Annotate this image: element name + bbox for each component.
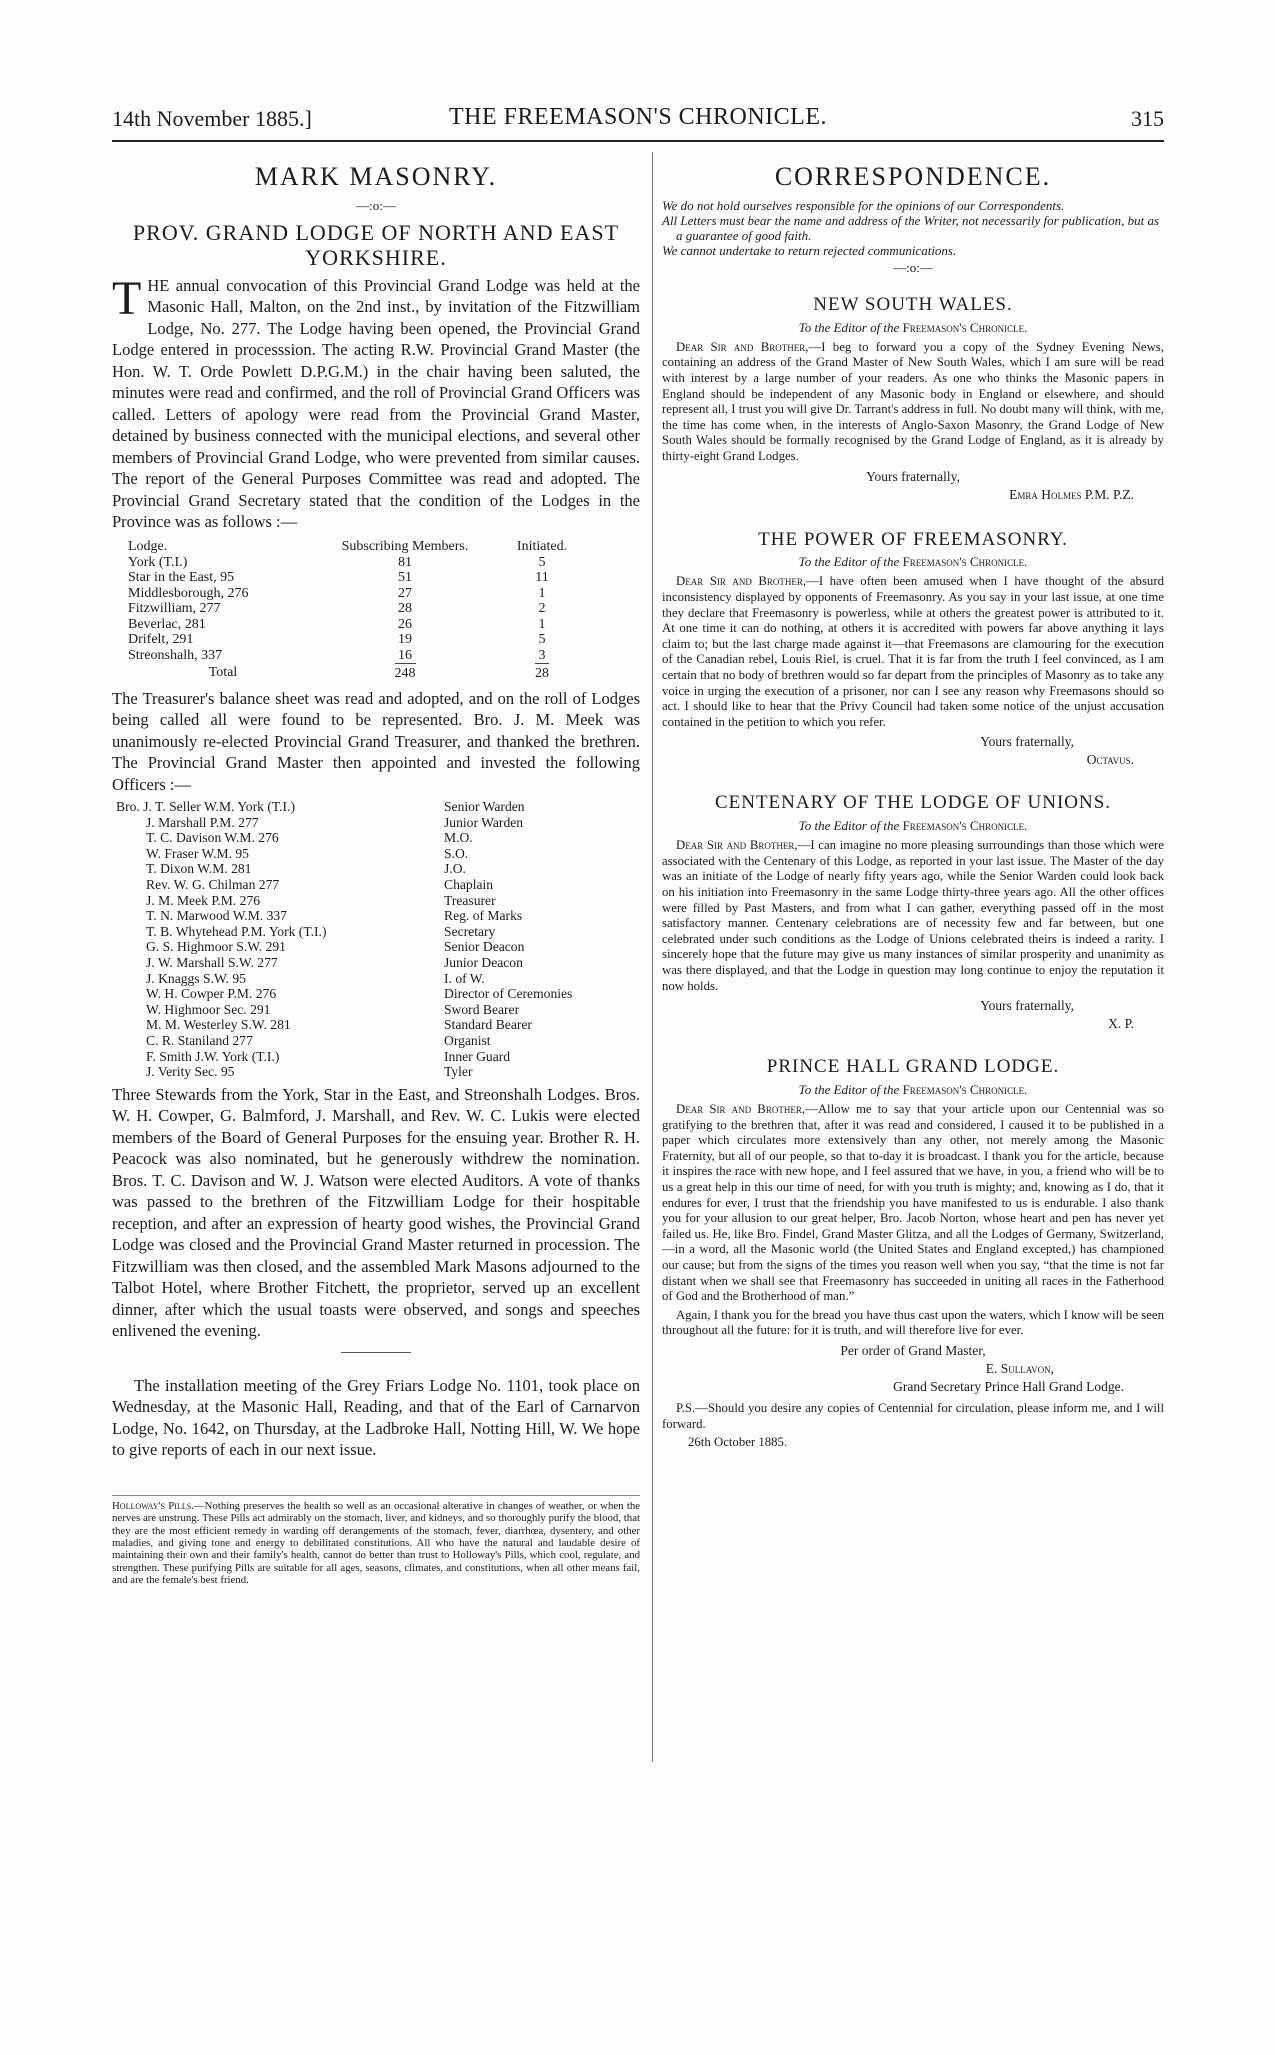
letter-addressee: To the Editor of the Freemason's Chronicle. (798, 554, 1028, 570)
newspaper-page (112, 96, 1164, 1587)
letter-signature: Emra Holmes P.M. P.Z. (1009, 486, 1134, 502)
officer-row: C. R. Staniland 277 Organist (146, 1033, 491, 1048)
officer-row: Rev. W. G. Chilman 277 Chaplain (146, 877, 494, 893)
stewards-paragraph: Three Stewards from the York, Star in the East, and Streonshalh Lodges. Bros. W. H. Cowper, G. Balmford, J. Marshall, and Rev. W. C. Lukis were elected members of the Board of General Purposes for the ensuing year. Brother R. H. Peacock was also nominated, but he generously withdrew the nomination. Bros. T. C. Davison and W. J. Watson were elected Auditors. A vote of thanks was passed to the brethren of the Fitzwilliam Lodge for their hospitable reception, and after an expression of hearty good wishes, the Provincial Grand Lodge was closed and the Provincial Grand Master returned in procession. The Fitzwilliam was then closed, and the assembled Mark Masons adjourned to the Talbot Hotel, where Brother Fitchett, the proprietor, served up an excellent dinner, after which the usual toasts were observed, and songs and speeches enlivened the evening. (112, 1084, 640, 1341)
officer-row: T. C. Davison W.M. 276 M.O. (146, 830, 473, 846)
editorial-note: We do not hold ourselves responsible for the opinions of our Correspondents. (662, 198, 1065, 213)
letter-title: THE POWER OF FREEMASONRY. (758, 528, 1068, 550)
letter-signature: Octavus. (1086, 752, 1134, 768)
officer-row: J. Verity Sec. 95 Tyler (146, 1064, 473, 1080)
column-divider (652, 152, 653, 1762)
letter-addressee: To the Editor of the Freemason's Chronicle. (798, 818, 1028, 834)
letter-closing: Yours fraternally, (980, 998, 1074, 1014)
signatory-title: Grand Secretary Prince Hall Grand Lodge. (893, 1378, 1124, 1394)
postscript: P.S.—Should you desire any copies of Centennial for circulation, please inform me, and I will forward. (662, 1400, 1164, 1431)
letter-body: Dear Sir and Brother,—I can imagine no more pleasing surroundings than those which were associated with the Centenary of this Lodge, as reported in your last issue. The Master of the day was an initiate of the Lodge of nearly fifty years ago, while the Senior Warden could look back on his initiation into Freemasonry in the same Lodge thirty-three years ago. All the other offices were filled by Past Masters, and from what I can gather, everything passed off in the most satisfactory manner. Centenary celebrations are of necessity few and far between, but one celebrated under such conditions as the Lodge of Unions celebrated theirs is indeed a rarity. I sincerely hope that the future may give us many instances of similar prosperity and unanimity as was there displayed, and that the Lodge in question may long continue to enjoy the reputation it now holds. (662, 838, 1164, 993)
letter-body-closing-paragraph: Again, I thank you for the bread you have thus cast upon the waters, which I know will be seen throughout all the future: for it is truth, and will therefore live for ever. (662, 1307, 1164, 1338)
letter-signature: E. Sullavon, (985, 1360, 1054, 1376)
page-header (112, 96, 1164, 136)
page-number: 315 (1131, 106, 1164, 131)
letter-closing: Yours fraternally, (866, 468, 960, 484)
officer-row: W. Highmoor Sec. 291 Sword Bearer (146, 1001, 520, 1017)
officer-row: J. Knaggs S.W. 95 I. of W. (146, 970, 485, 986)
letter-new-south-wales (662, 294, 1164, 503)
short-rule (341, 1352, 411, 1353)
officer-row: Bro. J. T. Seller W.M. York (T.I.) Senior Warden (116, 799, 525, 815)
letter-body: Dear Sir and Brother,—I beg to forward you a copy of the Sydney Evening News, containing an address of the Grand Master of New South Wales, which I am sure will be read with interest by a large number of your readers. As one who thinks the Masonic papers in England should be independent of any Masonic body in England or elsewhere, and should represent all, I trust you will give Dr. Tarrant's address in full. No doubt many will think, with me, the time has come when, in the interests of Anglo-Saxon Masonry, the Grand Lodge of New South Wales should be formally recognised by the Grand Lodge of England, as it is already by thirty-eight Grand Lodges. (662, 339, 1164, 463)
officer-row: J. M. Meek P.M. 276 Treasurer (146, 892, 496, 908)
lodge-row: Fitzwilliam, 277 28 2 (128, 601, 546, 617)
officer-row: J. W. Marshall S.W. 277 Junior Deacon (146, 955, 523, 971)
intro-paragraph: THE annual convocation of this Provincial Grand Lodge was held at the Masonic Hall, Malton, on the 2nd inst., by invitation of the Fitzwilliam Lodge, No. 277. The Lodge having been opened, the Provincial Grand Lodge entered in processsion. The acting R.W. Provincial Grand Master (the Hon. W. T. Orde Powlett D.P.G.M.) in the chair having been saluted, the minutes were read and confirmed, and the roll of Provincial Grand Officers was called. Letters of apology were read from the Provincial Grand Master, detained by business connected with the municipal elections, and several other members of Provincial Grand Lodge, who were prevented from similar causes. The report of the General Purposes Committee was read and adopted. The Provincial Grand Secretary stated that the condition of the Lodges in the Province was as follows :— (112, 271, 640, 532)
officer-row: T. N. Marwood W.M. 337 Reg. of Marks (146, 908, 523, 924)
lodge-row: Streonshalh, 337 16 3 (128, 647, 546, 663)
lodge-table-total: Total 248 28 (208, 664, 549, 682)
left-column (112, 148, 640, 1597)
editorial-note: We cannot undertake to return rejected communications. (662, 243, 957, 258)
lodge-row: Beverlac, 281 26 1 (128, 616, 546, 632)
officers-table (112, 799, 576, 1080)
officer-row: J. Marshall P.M. 277 Junior Warden (146, 814, 524, 830)
issue-date: 14th November 1885.] (112, 106, 312, 131)
section-title-correspondence: CORRESPONDENCE. (774, 162, 1052, 191)
lodge-row: York (T.I.) 81 5 (128, 554, 546, 570)
letter-closing: Yours fraternally, (980, 734, 1074, 750)
section-separator: —:o:— (893, 260, 933, 275)
letter-body: Dear Sir and Brother,—I have often been amused when I have thought of the absurd inconsistency displayed by opponents of Freemasonry. As you say in your last issue, at one time they declare that Freemasonry is powerless, while at others the greatest power is attributed to it. At one time it can do nothing, at others it is accredited with powers far above anything it lays claim to; but the last charge made against it—that Freemasons are clamouring for the execution of the Canadian rebel, Louis Riel, is cruel. That it is far from the truth I feel convinced, as I am certain that no body of brethren would so far depart from the principles of Masonry as to take any voice in urging the execution of a prisoner, nor can I see any reason why Freemasons should so act. I should like to hear that the Privy Council had taken some notice of the unjust accusation contained in the petition to which you refer. (662, 574, 1164, 729)
masthead-title: THE FREEMASON'S CHRONICLE. (448, 104, 827, 130)
letter-prince-hall-grand-lodge (662, 1056, 1164, 1451)
lodge-table (122, 539, 598, 682)
officer-row: T. Dixon W.M. 281 J.O. (146, 861, 466, 877)
officer-row: T. B. Whytehead P.M. York (T.I.) Secretary (146, 923, 496, 939)
header-rule (112, 140, 1164, 142)
installation-paragraph: The installation meeting of the Grey Friars Lodge No. 1101, took place on Wednesday, at the Masonic Hall, Reading, and that of the Earl of Carnarvon Lodge, No. 1642, on Thursday, at the Ladbroke Hall, Notting Hill, W. We hope to give reports of each in our next issue. (112, 1375, 640, 1460)
right-column (662, 148, 1164, 1454)
officer-row: W. H. Cowper P.M. 276 Director of Ceremonies (146, 986, 573, 1002)
letter-title: NEW SOUTH WALES. (813, 294, 1013, 315)
letter-addressee: To the Editor of the Freemason's Chronicle. (798, 319, 1028, 335)
lodge-table-header: Lodge. Subscribing Members. Initiated. (128, 538, 568, 554)
letter-date: 26th October 1885. (688, 1435, 788, 1450)
holloway-advert: Holloway's Pills.—Nothing preserves the health so well as an occasional alterative in changes of weather, or when the nerves are unstrung. These Pills act admirably on the stomach, liver, and kidneys, and so thoroughly purify the blood, that they are the most efficient remedy in warding off derangements of the stomach, fever, diarrhœa, dysentery, and other maladies, and giving tone and energy to debilitated constitutions. All who have the natural and laudable desire of maintaining their own and their family's health, cannot do better than trust to Holloway's Pills, which cool, regulate, and strengthen. These purifying Pills are suitable for all ages, seasons, climates, and constitutions, when all other means fail, and are the female's best friend. (112, 1495, 640, 1587)
letter-addressee: To the Editor of the Freemason's Chronicle. (798, 1082, 1028, 1097)
officer-row: F. Smith J.W. York (T.I.) Inner Guard (146, 1048, 511, 1064)
officer-row: W. Fraser W.M. 95 S.O. (146, 845, 469, 861)
treasurer-paragraph: The Treasurer's balance sheet was read and adopted, and on the roll of Lodges being called all were found to be represented. Bro. J. M. Meek was unanimously re-elected Provincial Grand Treasurer, and thanked the brethren. The Provincial Grand Master then appointed and invested the following Officers :— (112, 688, 640, 794)
letter-power-of-freemasonry (662, 529, 1164, 769)
lodge-row: Star in the East, 95 51 11 (128, 570, 549, 586)
letter-order-line: Per order of Grand Master, (840, 1342, 986, 1358)
letter-signature: X. P. (1108, 1016, 1134, 1032)
letter-title: PRINCE HALL GRAND LODGE. (766, 1056, 1060, 1078)
lodge-row: Middlesborough, 276 27 1 (128, 585, 546, 601)
section-title-mark-masonry: MARK MASONRY. (254, 162, 498, 191)
drop-cap: T (112, 271, 142, 325)
editorial-note: All Letters must bear the name and address of the Writer, not necessarily for publication, but as a guarantee of good faith. (662, 213, 1160, 243)
letter-centenary-lodge-of-unions (662, 792, 1164, 1032)
officer-row: G. S. Highmoor S.W. 291 Senior Deacon (146, 939, 525, 955)
letter-title: CENTENARY OF THE LODGE OF UNIONS. (714, 792, 1112, 814)
officer-row: M. M. Westerley S.W. 281 Standard Bearer (146, 1017, 532, 1033)
letter-body: Dear Sir and Brother,—Allow me to say that your article upon our Centennial was so gratifying to the brethren that, after it was read and considered, I caused it to be published in a paper which circulates more extensively than any other, not merely among the Masonic Fraternity, but all of our people, so that to-day it is broadcast. I thank you for the article, because it inspires the race with new hope, and I feel assured that we have, in you, a friend who will be to us a great help in this our time of need, for with you truth is mighty; and, knowing as I do, that it endures for ever, I trust that the friendship you have manifested to us is endurable. I also thank you for your allusion to our great helper, Bro. Jacob Norton, whose heart and pen has never yet failed us. He, like Bro. Findel, Grand Master Glitza, and all the Lodges of Germany, Switzerland,—in a word, all the Masonic world (the United States and England excepted,) has championed our cause; but from the signs of the times you reason well when you say, “that the time is not far distant when we shall see that Freemasonry has succeeded in uniting all races in the Fatherhood of God and the Brotherhood of man.” (662, 1102, 1164, 1304)
article-title: PROV. GRAND LODGE OF NORTH AND EAST YORKSHIRE. (132, 220, 620, 271)
section-separator: —:o:— (356, 198, 396, 213)
lodge-row: Drifelt, 291 19 5 (128, 632, 546, 648)
